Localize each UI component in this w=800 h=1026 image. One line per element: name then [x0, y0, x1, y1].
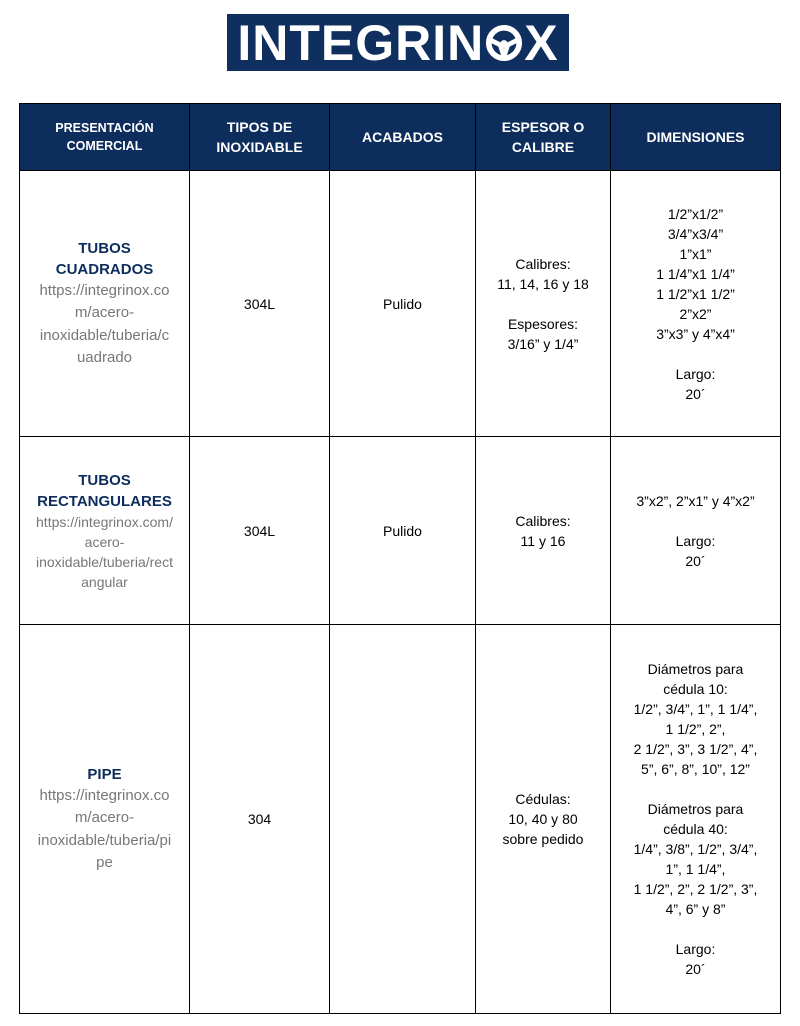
text-line: cédula 10:: [663, 681, 728, 697]
text-line: Espesores:: [507, 315, 579, 332]
cell-acabado: Pulido: [330, 171, 476, 437]
cell-dimensiones: [611, 437, 781, 625]
text-line: 1/4”, 3/8”, 1/2”, 3/4”,: [633, 841, 758, 857]
cell-tipo: 304L: [190, 171, 330, 437]
text-line: 10, 40 y 80: [508, 811, 578, 827]
text-line: 1”, 1 1/4”,: [665, 861, 726, 877]
product-url[interactable]: [26, 280, 183, 370]
header-presentacion: [20, 104, 190, 171]
url-line: https://integrinox.co: [39, 281, 170, 299]
url-line: https://integrinox.co: [39, 786, 170, 804]
cell-acabado: [330, 625, 476, 1014]
text-line: sobre pedido: [502, 831, 584, 847]
product-title: RECTANGULARES: [37, 492, 172, 510]
header-line: PRESENTACIÓN: [55, 121, 154, 135]
header-line: INOXIDABLE: [216, 139, 303, 155]
product-title: TUBOS: [78, 239, 131, 257]
text-line: 2 1/2”, 3”, 3 1/2”, 4”,: [633, 741, 758, 757]
cell-espesor: [476, 625, 611, 1014]
text-line: Largo:: [675, 941, 716, 957]
header-line: DIMENSIONES: [646, 129, 745, 145]
cell-tipo: 304L: [190, 437, 330, 625]
text-line: 1 1/4”x1 1/4”: [656, 265, 735, 282]
text-line: 20´: [685, 552, 706, 569]
cell-dimensiones: [611, 171, 781, 437]
text-line: Cédulas:: [515, 791, 571, 807]
cell-espesor: [476, 171, 611, 437]
product-url[interactable]: [26, 512, 183, 592]
url-line: acero-: [84, 533, 125, 550]
header-line: CALIBRE: [511, 139, 575, 155]
text-line: 1/2”x1/2”: [667, 205, 724, 222]
product-title: CUADRADOS: [55, 260, 154, 278]
text-line: 3”x3” y 4”x4”: [656, 325, 735, 342]
text-line: 1/2”, 3/4”, 1”, 1 1/4”,: [633, 701, 758, 717]
header-line: ESPESOR O: [501, 119, 585, 135]
header-tipos: [190, 104, 330, 171]
text-line: Diámetros para: [647, 661, 744, 677]
cell-presentacion: [20, 171, 190, 437]
logo-text-right: X: [524, 14, 559, 71]
text-line: 1”x1”: [679, 245, 712, 262]
text-line: 20´: [685, 385, 706, 402]
url-line: inoxidable/tuberia/c: [39, 326, 170, 344]
url-line: pe: [96, 854, 113, 871]
cell-acabado: Pulido: [330, 437, 476, 625]
text-line: Calibres:: [515, 512, 571, 529]
cell-espesor: [476, 437, 611, 625]
header-dimensiones: [611, 104, 781, 171]
text-line: 3/4”x3/4”: [667, 225, 724, 242]
text-line: 11, 14, 16 y 18: [497, 275, 589, 292]
table-row: [20, 625, 781, 1014]
text-line: 20´: [685, 961, 706, 977]
text-line: 2”x2”: [679, 305, 712, 322]
header-line: TIPOS DE: [226, 119, 293, 135]
url-line: m/acero-: [74, 809, 135, 826]
text-line: 11 y 16: [520, 532, 566, 549]
products-table: [19, 103, 781, 1014]
text-line: Largo:: [675, 365, 716, 382]
url-line: m/acero-: [74, 304, 135, 321]
header-acabados: [330, 104, 476, 171]
table-row: [20, 437, 781, 625]
text-line: cédula 40:: [663, 821, 728, 837]
text-line: 1 1/2”, 2”,: [665, 721, 726, 737]
text-line: Largo:: [675, 532, 716, 549]
text-line: 1 1/2”, 2”, 2 1/2”, 3”,: [633, 881, 758, 897]
cell-tipo: 304: [190, 625, 330, 1014]
text-line: 3”x2”, 2”x1” y 4”x2”: [636, 492, 755, 509]
header-line: COMERCIAL: [66, 139, 143, 153]
text-line: 5”, 6”, 8”, 10”, 12”: [641, 761, 750, 777]
header-line: ACABADOS: [362, 129, 443, 145]
url-line: angular: [81, 573, 128, 590]
product-url[interactable]: [26, 785, 183, 875]
text-line: 1 1/2”x1 1/2”: [656, 285, 735, 302]
text-line: Calibres:: [515, 255, 571, 272]
url-line: uadrado: [76, 349, 133, 366]
url-line: inoxidable/tuberia/pi: [37, 831, 172, 849]
text-line: Diámetros para: [647, 801, 744, 817]
integrinox-logo: [227, 14, 569, 71]
table-header-row: [20, 104, 781, 171]
text-line: 4”, 6” y 8”: [665, 901, 726, 917]
header-espesor: [476, 104, 611, 171]
cell-dimensiones: [611, 625, 781, 1014]
url-line: inoxidable/tuberia/rect: [36, 553, 173, 570]
product-title: TUBOS: [78, 471, 131, 489]
logo-text-left: INTEGRIN: [237, 14, 485, 71]
table-row: [20, 171, 781, 437]
url-line: https://integrinox.com/: [36, 513, 173, 530]
logo-wordmark: [237, 14, 559, 71]
cell-presentacion: [20, 437, 190, 625]
steering-wheel-icon: [485, 24, 523, 62]
product-title: PIPE: [87, 765, 122, 783]
text-line: 3/16” y 1/4”: [507, 335, 579, 352]
cell-presentacion: [20, 625, 190, 1014]
